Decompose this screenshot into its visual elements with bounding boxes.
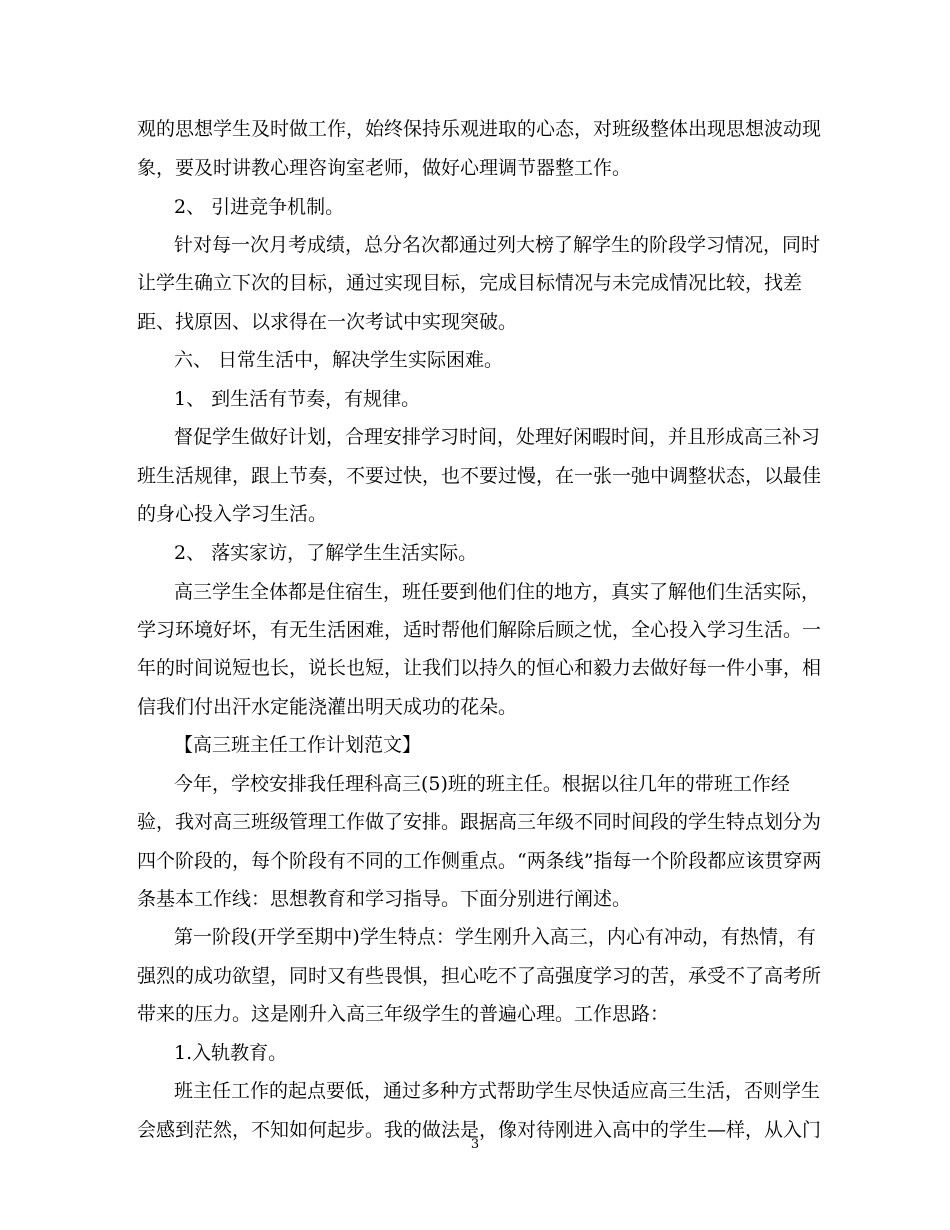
text-line: 针对每一次月考成绩，总分名次都通过列大榜了解学生的阶段学习情况，同时 (174, 234, 821, 256)
page-number: 3 (470, 1137, 480, 1152)
section-heading: 六、 日常生活中，解决学生实际困难。 (174, 349, 504, 371)
text-line: 班主任工作的起点要低，通过多种方式帮助学生尽快适应高三生活，否则学生 (174, 1080, 821, 1102)
text-line: 督促学生做好计划，合理安排学习时间，处理好闲暇时间，并且形成高三补习 (174, 426, 821, 448)
text-line: 象，要及时讲教心理咨询室老师，做好心理调节器整工作。 (137, 157, 632, 179)
text-line: 验，我对高三班级管理工作做了安排。跟据高三年级不同时间段的学生特点划分为 (137, 811, 822, 833)
text-line: 距、找原因、以求得在一次考试中实现突破。 (137, 311, 518, 333)
text-line: 带来的压力。这是刚升入高三年级学生的普遍心理。工作思路： (137, 1003, 670, 1025)
list-heading: 2、 落实家访，了解学生生活实际。 (174, 542, 478, 564)
text-line: 班生活规律，跟上节奏，不要过快，也不要过慢，在一张一弛中调整状态，以最佳 (137, 465, 822, 487)
text-line: 年的时间说短也长，说长也短，让我们以持久的恒心和毅力去做好每一件小事，相 (137, 657, 822, 679)
text-line: 让学生确立下次的目标，通过实现目标，完成目标情况与未完成情况比较，找差 (137, 272, 803, 294)
list-heading: 1、 到生活有节奏，有规律。 (174, 388, 421, 410)
article-title: 【高三班主任工作计划范文】 (174, 734, 422, 756)
list-heading: 2、 引进竞争机制。 (174, 196, 345, 218)
text-line: 学习环境好坏，有无生活困难，适时帮他们解除后顾之忧，全心投入学习生活。一 (137, 619, 822, 641)
text-line: 高三学生全体都是住宿生，班任要到他们住的地方，真实了解他们生活实际， (174, 581, 821, 603)
text-line: 观的思想学生及时做工作，始终保持乐观进取的心态，对班级整体出现思想波动现 (137, 118, 822, 140)
list-heading: 1.入轨教育。 (174, 1042, 288, 1064)
text-line: 信我们付出汗水定能浇灌出明天成功的花朵。 (137, 696, 518, 718)
text-line: 四个阶段的，每个阶段有不同的工作侧重点。“两条线”指每一个阶段都应该贯穿两 (137, 850, 822, 872)
text-line: 今年，学校安排我任理科高三(5)班的班主任。根据以往几年的带班工作经 (174, 773, 790, 795)
text-line: 条基本工作线：思想教育和学习指导。下面分别进行阐述。 (137, 888, 632, 910)
text-line: 第一阶段(开学至期中)学生特点：学生刚升入高三，内心有冲动，有热情，有 (174, 926, 816, 948)
text-line: 强烈的成功欲望，同时又有些畏惧，担心吃不了高强度学习的苦，承受不了高考所 (137, 965, 822, 987)
text-line: 的身心投入学习生活。 (137, 503, 328, 525)
text-line: 会感到茫然，不知如何起步。我的做法是，像对待刚进入高中的学生—样，从入门 (137, 1119, 822, 1141)
